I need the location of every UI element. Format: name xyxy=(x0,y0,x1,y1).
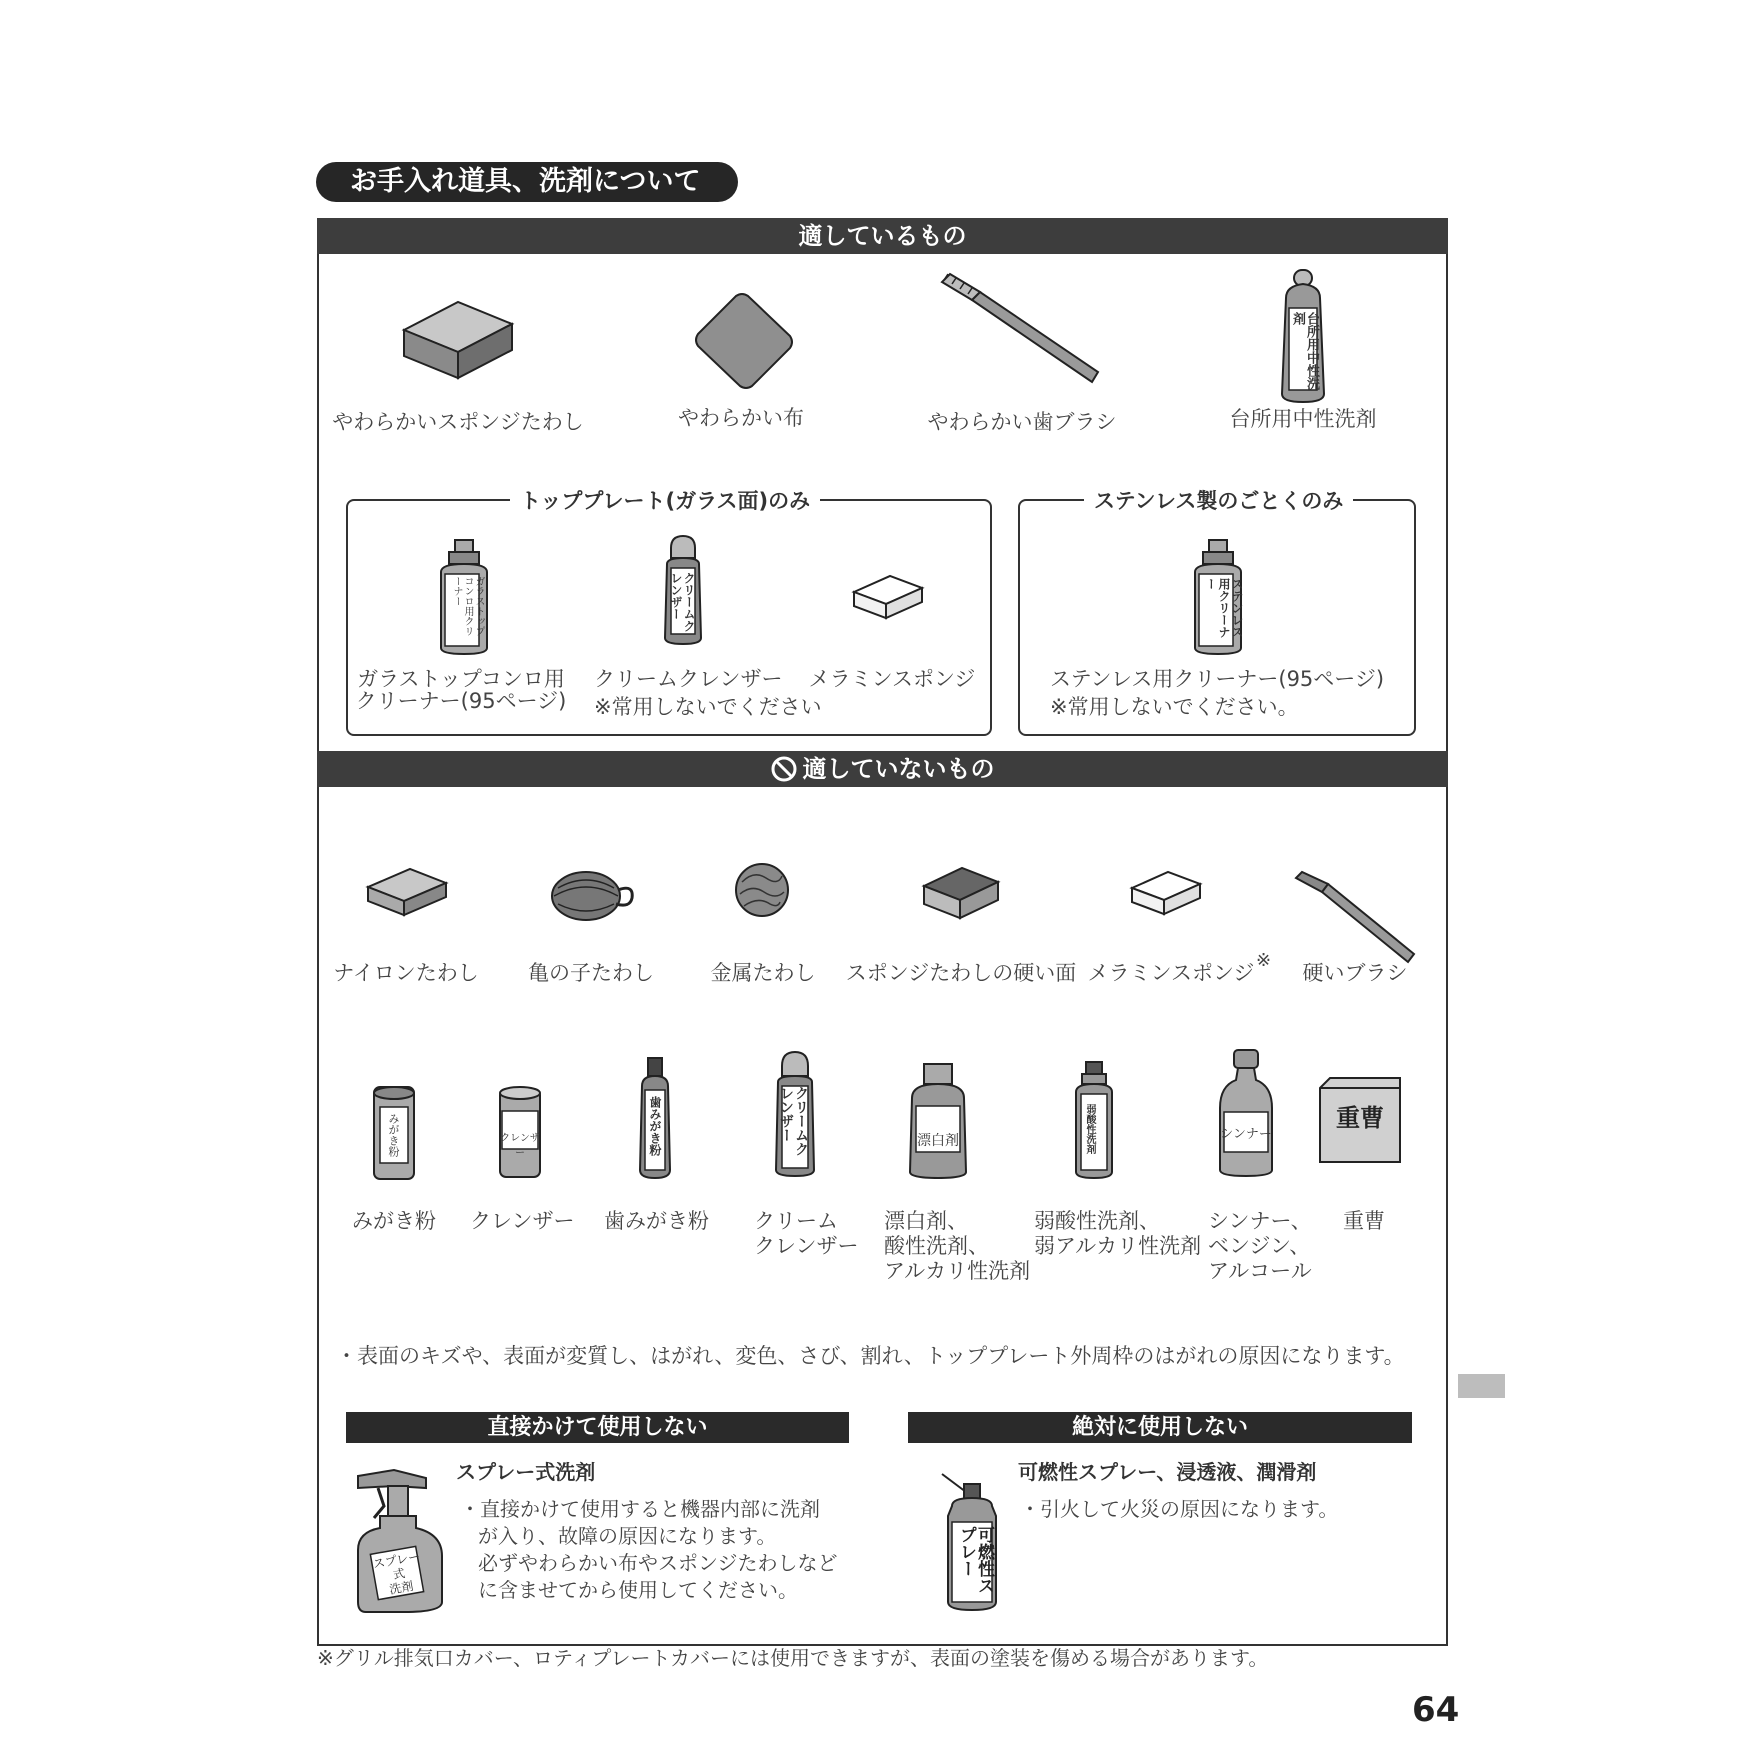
toothpaste-bottle-text: 歯みがき粉 xyxy=(648,1096,662,1156)
cleanser-can-text: クレンザー xyxy=(500,1133,540,1159)
footnote: ※グリル排気口カバー、ロティプレートカバーには使用できますが、表面の塗装を傷める場合があります。 xyxy=(317,1646,1269,1670)
flammable-warning-line-1: ・引火して火災の原因になります。 xyxy=(1020,1497,1339,1521)
suitable-header: 適しているもの xyxy=(317,218,1448,254)
spray-warning-line-4: に含ませてから使用してください。 xyxy=(478,1578,798,1602)
stainless-cleaner-label: ステンレス用クリーナー(95ページ) xyxy=(1050,667,1385,691)
label-cream-line2: クレンザー xyxy=(754,1234,859,1258)
stainless-box-title: ステンレス製のごとくのみ xyxy=(1084,485,1353,515)
melamine-sponge-image xyxy=(852,572,924,620)
sponge-hard-side-image xyxy=(922,864,1000,920)
cream-cleanser-bottle-text: クリームクレンザー xyxy=(669,572,696,632)
label-nylon-scrubber: ナイロンたわし xyxy=(333,961,479,985)
flammable-spray-can-text: 可燃性スプレー xyxy=(956,1526,994,1594)
label-mild-acid-line2: 弱アルカリ性洗剤 xyxy=(1034,1234,1202,1258)
soft-toothbrush-image xyxy=(942,272,1102,388)
page-side-tab xyxy=(1458,1374,1505,1398)
thinner-bottle-text: シンナー xyxy=(1220,1127,1272,1142)
label-melamine-sponge-unsuitable: メラミンスポンジ xyxy=(1087,961,1255,985)
cream-cleanser-label: クリームクレンザー xyxy=(594,667,783,691)
spray-warning-line-3: 必ずやわらかい布やスポンジたわしなど xyxy=(478,1551,838,1575)
label-cream-line1: クリーム xyxy=(754,1209,838,1233)
label-thinner-line3: アルコール xyxy=(1208,1259,1312,1283)
label-cleanser: クレンザー xyxy=(470,1209,575,1233)
section-title: お手入れ道具、洗剤について xyxy=(316,162,738,202)
label-soft-sponge: やわらかいスポンジたわし xyxy=(332,410,584,434)
cream-cleanser-unsuitable-text: クリームクレンザー xyxy=(778,1086,809,1156)
label-sponge-hard-side: スポンジたわしの硬い面 xyxy=(845,961,1077,985)
bleach-bottle-image xyxy=(906,1062,970,1180)
page-number: 64 xyxy=(1412,1690,1460,1730)
spray-bottle-text xyxy=(371,1549,428,1599)
stainless-cleaner-bottle-text: ステンレス用クリーナー xyxy=(1204,578,1244,638)
label-mild-acid-line1: 弱酸性洗剤、 xyxy=(1034,1209,1160,1233)
glass-cleaner-label-1: ガラストップコンロ用 xyxy=(357,667,565,691)
stainless-cleaner-note: ※常用しないでください。 xyxy=(1050,695,1299,719)
label-thinner-line1: シンナー、 xyxy=(1208,1209,1312,1233)
label-bleach-line3: アルカリ性洗剤 xyxy=(884,1259,1031,1283)
steel-wool-image xyxy=(734,862,790,918)
label-bleach-line2: 酸性洗剤、 xyxy=(884,1234,989,1258)
label-thinner-line2: ベンジン、 xyxy=(1208,1234,1311,1258)
spray-warning-line-1: ・直接かけて使用すると機器内部に洗剤 xyxy=(460,1497,820,1521)
nylon-scrubber-image xyxy=(366,865,448,917)
label-turtle-brush: 亀の子たわし xyxy=(528,961,654,985)
bleach-bottle-text: 漂白剤 xyxy=(917,1133,959,1149)
spray-warning-title: スプレー式洗剤 xyxy=(456,1460,596,1484)
spray-bottle-text-2: 洗剤 xyxy=(388,1578,415,1597)
spray-warning-line-2: が入り、故障の原因になります。 xyxy=(478,1524,777,1548)
label-bleach-line1: 漂白剤、 xyxy=(884,1209,968,1233)
hard-brush-image xyxy=(1296,872,1416,962)
polishing-powder-can-text: みがき粉 xyxy=(387,1113,400,1157)
unsuitable-header-text: 適していないもの xyxy=(802,755,995,783)
melamine-sponge-label: メラミンスポンジ xyxy=(808,667,976,691)
glass-top-cleaner-bottle-text: ガラストップコンロ用クリーナー xyxy=(451,576,484,636)
soft-cloth-image xyxy=(690,292,800,392)
glass-top-box-title: トッププレート(ガラス面)のみ xyxy=(510,485,820,515)
spray-warning-header: 直接かけて使用しない xyxy=(346,1412,849,1443)
cream-cleanser-note: ※常用しないでください xyxy=(594,695,822,719)
glass-cleaner-label-2: クリーナー(95ページ) xyxy=(355,689,567,713)
melamine-footnote-mark: ※ xyxy=(1256,950,1272,971)
kitchen-detergent-bottle-text: 台所用中性洗剤 xyxy=(1290,312,1319,390)
label-soft-cloth: やわらかい布 xyxy=(678,406,804,430)
prohibited-icon xyxy=(771,756,797,782)
label-toothpaste: 歯みがき粉 xyxy=(604,1209,709,1233)
turtle-brush-image xyxy=(550,868,634,924)
soft-sponge-image xyxy=(400,298,520,382)
label-soft-toothbrush: やわらかい歯ブラシ xyxy=(927,410,1117,434)
label-hard-brush: 硬いブラシ xyxy=(1302,961,1408,985)
flammable-warning-title: 可燃性スプレー、浸透液、潤滑剤 xyxy=(1018,1460,1317,1484)
label-baking-soda: 重曹 xyxy=(1343,1209,1385,1233)
unsuitable-note: ・表面のキズや、表面が変質し、はがれ、変色、さび、割れ、トッププレート外周枠のはがれの原因になります。 xyxy=(336,1344,1405,1368)
label-steel-wool: 金属たわし xyxy=(710,961,816,985)
unsuitable-header xyxy=(317,751,1448,787)
thinner-bottle-image xyxy=(1216,1048,1276,1180)
melamine-sponge-unsuitable-image xyxy=(1130,868,1202,916)
label-polishing-powder: みがき粉 xyxy=(352,1209,436,1233)
spray-bottle-text-1: スプレー式 xyxy=(371,1549,422,1582)
flammable-warning-header: 絶対に使用しない xyxy=(908,1412,1412,1443)
baking-soda-box-text: 重曹 xyxy=(1336,1104,1384,1132)
mild-acid-detergent-bottle-text: 弱酸性洗剤 xyxy=(1084,1104,1095,1154)
label-kitchen-detergent: 台所用中性洗剤 xyxy=(1229,407,1377,431)
